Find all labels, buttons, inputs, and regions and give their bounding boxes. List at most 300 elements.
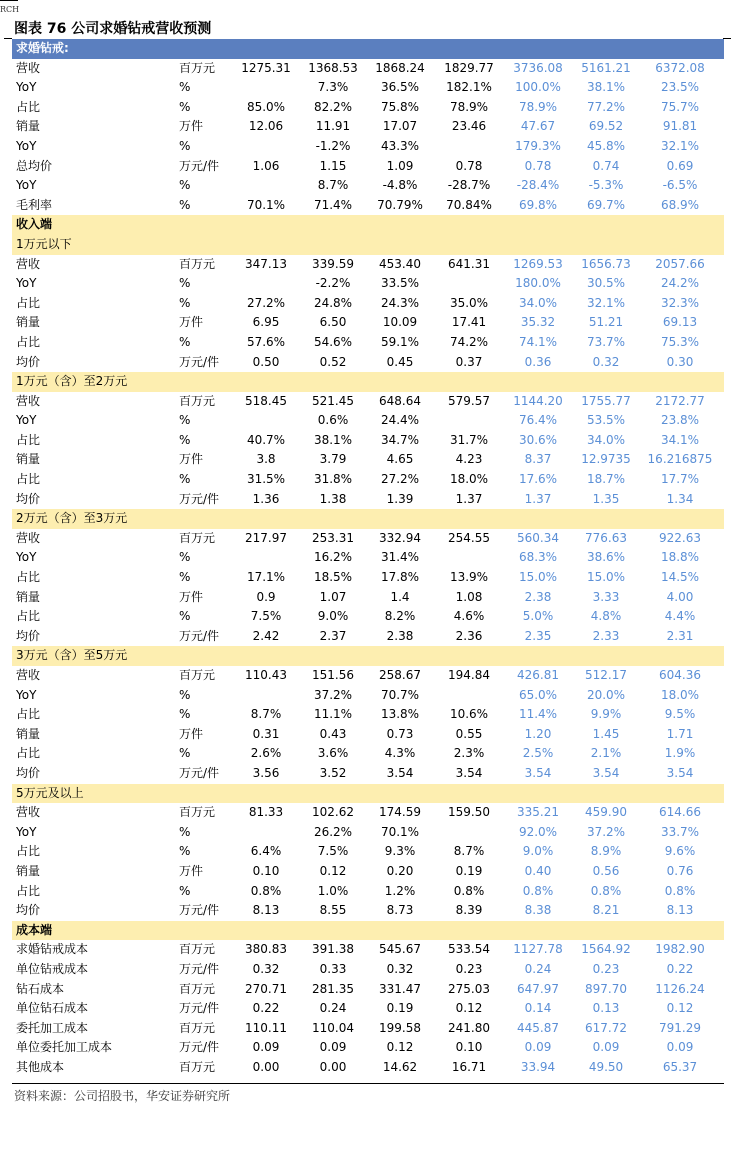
actual-cell: 2.6% (250, 746, 282, 761)
actual-cell: 0.37 (455, 354, 483, 369)
actual-cell: 1.08 (455, 589, 483, 604)
actual-cell: 391.38 (312, 942, 354, 957)
actual-cell: 8.13 (252, 903, 280, 918)
row-label: 单位委托加工成本 (16, 1040, 113, 1055)
actual-cell: 38.1% (313, 432, 353, 447)
actual-cell: 57.6% (246, 334, 286, 349)
forecast-cell: 0.30 (666, 354, 694, 369)
forecast-cell: 2.31 (666, 628, 694, 643)
table-row (12, 431, 724, 451)
row-label: 占比 (16, 334, 41, 349)
table-row (12, 607, 724, 627)
table-row (12, 333, 724, 353)
row-unit: 百万元 (179, 256, 216, 271)
forecast-cell: 2.38 (524, 589, 552, 604)
actual-cell: 102.62 (312, 805, 354, 820)
section-row (12, 372, 724, 392)
actual-cell: 0.73 (386, 726, 414, 741)
row-label: 3万元（含）至5万元 (16, 648, 128, 663)
forecast-cell: 2057.66 (655, 256, 705, 271)
row-unit: 万元/件 (179, 158, 220, 173)
actual-cell: 33.5% (380, 276, 420, 291)
actual-cell: 11.1% (313, 707, 353, 722)
table-row (12, 255, 724, 275)
actual-cell: 71.4% (313, 197, 353, 212)
row-label: 均价 (16, 903, 41, 918)
forecast-cell: 8.13 (666, 903, 694, 918)
actual-cell (228, 686, 304, 706)
forecast-cell: 0.23 (592, 961, 620, 976)
row-label: YoY (16, 824, 37, 839)
table-row (12, 705, 724, 725)
actual-cell: -28.7% (447, 178, 491, 193)
table-row (12, 117, 724, 137)
forecast-cell: 3.54 (592, 765, 620, 780)
row-unit: % (179, 883, 191, 898)
actual-cell: 10.6% (449, 707, 489, 722)
actual-cell (228, 78, 304, 98)
actual-cell: 9.3% (384, 844, 416, 859)
row-unit: 万元/件 (179, 1040, 220, 1055)
forecast-cell: 23.5% (660, 80, 700, 95)
row-unit: 百万元 (179, 1020, 216, 1035)
actual-cell: 36.5% (380, 80, 420, 95)
forecast-cell: 24.2% (660, 276, 700, 291)
actual-cell: 70.79% (377, 197, 423, 212)
forecast-cell: 11.4% (518, 707, 558, 722)
row-label: 占比 (16, 99, 41, 114)
actual-cell: 6.50 (319, 315, 347, 330)
actual-cell (228, 137, 304, 157)
row-label: 营收 (16, 256, 41, 271)
forecast-cell: 5161.21 (581, 60, 631, 75)
actual-cell: 270.71 (245, 981, 287, 996)
actual-cell: 1.09 (386, 158, 414, 173)
row-unit: % (179, 80, 191, 95)
table-row (12, 960, 724, 980)
forecast-cell: 49.50 (588, 1059, 624, 1074)
actual-cell: 0.19 (386, 1001, 414, 1016)
actual-cell: 12.06 (248, 119, 284, 134)
actual-cell: 0.52 (319, 354, 347, 369)
row-unit: 百万元 (179, 981, 216, 996)
corner-mark (0, 0, 18, 4)
actual-cell: 2.3% (453, 746, 485, 761)
row-label: 销量 (16, 119, 41, 134)
actual-cell: 3.56 (252, 765, 280, 780)
forecast-cell: 5.0% (522, 609, 554, 624)
row-label: 营收 (16, 668, 41, 682)
actual-cell: 2.38 (386, 628, 414, 643)
actual-cell: 54.6% (313, 334, 353, 349)
forecast-cell: 1.9% (664, 746, 696, 761)
table-row (12, 313, 724, 333)
row-unit: % (179, 550, 191, 565)
row-unit: 万元/件 (179, 354, 220, 369)
row-label: YoY (16, 276, 37, 291)
row-label: 收入端 (16, 217, 53, 232)
forecast-cell: 34.0% (518, 295, 558, 310)
forecast-cell: 512.17 (585, 668, 627, 682)
row-label: YoY (16, 80, 37, 95)
actual-cell: 0.12 (319, 863, 347, 878)
actual-cell: 23.46 (451, 119, 487, 134)
actual-cell: 8.7% (250, 707, 282, 722)
table-row (12, 842, 724, 862)
actual-cell: 35.0% (449, 295, 489, 310)
row-label: 销量 (16, 452, 41, 467)
forecast-cell: 15.0% (586, 570, 626, 585)
actual-cell: 0.12 (386, 1040, 414, 1055)
row-unit: 万件 (179, 726, 204, 741)
row-label: YoY (16, 550, 37, 565)
table-row (12, 294, 724, 314)
actual-cell: 0.24 (319, 1001, 347, 1016)
actual-cell: 8.55 (319, 903, 347, 918)
forecast-cell: 0.78 (524, 158, 552, 173)
actual-cell: 24.3% (380, 295, 420, 310)
table-row (12, 744, 724, 764)
row-label: 委托加工成本 (16, 1020, 89, 1035)
actual-cell: 1.15 (319, 158, 347, 173)
forecast-cell: 9.0% (522, 844, 554, 859)
forecast-cell: 34.1% (660, 432, 700, 447)
actual-cell (228, 548, 304, 568)
forecast-cell: 0.8% (522, 883, 554, 898)
row-unit: 百万元 (179, 393, 216, 408)
forecast-cell: 0.74 (592, 158, 620, 173)
forecast-cell: 776.63 (585, 530, 627, 545)
actual-cell (431, 823, 507, 843)
actual-cell: 1.06 (252, 158, 280, 173)
table-row (12, 450, 724, 470)
title-rule-right (723, 38, 731, 39)
forecast-cell: 1.71 (666, 726, 694, 741)
forecast-cell: 32.1% (660, 138, 700, 153)
row-unit: % (179, 334, 191, 349)
forecast-cell: 35.32 (520, 315, 556, 330)
row-label: 营收 (16, 530, 41, 545)
actual-cell: 1368.53 (308, 60, 358, 75)
actual-cell: 18.5% (313, 570, 353, 585)
forecast-cell: 1564.92 (581, 942, 631, 957)
actual-cell (431, 274, 507, 294)
table-row (12, 490, 724, 510)
actual-cell: 258.67 (379, 668, 421, 682)
row-unit: 万件 (179, 452, 204, 467)
table-row (12, 803, 724, 823)
actual-cell: 6.4% (250, 844, 282, 859)
forecast-cell: 647.97 (517, 981, 559, 996)
actual-cell: 518.45 (245, 393, 287, 408)
forecast-cell: 69.8% (518, 197, 558, 212)
actual-cell: 8.2% (384, 609, 416, 624)
row-unit: % (179, 609, 191, 624)
table-row (12, 940, 724, 960)
table-row (12, 411, 724, 431)
forecast-cell: 922.63 (659, 530, 701, 545)
actual-cell: 347.13 (245, 256, 287, 271)
row-label: 营收 (16, 805, 41, 820)
table-bottom-rule (12, 1083, 724, 1084)
actual-cell: 3.54 (386, 765, 414, 780)
forecast-cell: 3.54 (524, 765, 552, 780)
row-label: 1万元以下 (16, 236, 72, 251)
forecast-cell: 1982.90 (655, 942, 705, 957)
actual-cell: 82.2% (313, 99, 353, 114)
forecast-cell: 8.21 (592, 903, 620, 918)
actual-cell: 254.55 (448, 530, 490, 545)
table-row (12, 196, 724, 216)
forecast-cell: 33.7% (660, 824, 700, 839)
table-row (12, 529, 724, 549)
section-row (12, 509, 724, 529)
table-row (12, 176, 724, 196)
actual-cell: 13.9% (449, 570, 489, 585)
actual-cell: 0.20 (386, 863, 414, 878)
actual-cell: 3.54 (455, 765, 483, 780)
title-rule-left (4, 38, 12, 39)
actual-cell (228, 176, 304, 196)
row-unit: 百万元 (179, 1059, 216, 1074)
row-unit: 万元/件 (179, 1001, 220, 1016)
forecast-cell: 1656.73 (581, 256, 631, 271)
table-row (12, 686, 724, 706)
forecast-cell: 0.36 (524, 354, 552, 369)
actual-cell: 24.8% (313, 295, 353, 310)
forecast-cell: 180.0% (515, 276, 561, 291)
forecast-cell: 18.7% (586, 472, 626, 487)
forecast-cell: 17.7% (660, 472, 700, 487)
forecast-cell: 0.09 (666, 1040, 694, 1055)
row-unit: 百万元 (179, 668, 216, 682)
actual-cell: 0.50 (252, 354, 280, 369)
forecast-cell: 0.09 (524, 1040, 552, 1055)
table-row (12, 353, 724, 373)
actual-cell: 275.03 (448, 981, 490, 996)
forecast-cell: 617.72 (585, 1020, 627, 1035)
row-label: 单位钻石成本 (16, 1001, 89, 1016)
row-label: 均价 (16, 628, 41, 643)
actual-cell: 17.41 (451, 315, 487, 330)
forecast-cell: 68.3% (518, 550, 558, 565)
actual-cell: 194.84 (448, 668, 490, 682)
row-unit: 万元/件 (179, 491, 220, 506)
forecast-cell: 459.90 (585, 805, 627, 820)
forecast-cell: 2172.77 (655, 393, 705, 408)
actual-cell: 16.71 (451, 1059, 487, 1074)
table-row (12, 137, 724, 157)
actual-cell: 0.23 (455, 961, 483, 976)
row-unit: 万件 (179, 315, 204, 330)
actual-cell: 0.45 (386, 354, 414, 369)
actual-cell: 37.2% (313, 687, 353, 702)
forecast-cell: 8.37 (524, 452, 552, 467)
actual-cell: 85.0% (246, 99, 286, 114)
table-row (12, 568, 724, 588)
actual-cell: 641.31 (448, 256, 490, 271)
forecast-cell: 100.0% (515, 80, 561, 95)
forecast-cell: 45.8% (586, 138, 626, 153)
actual-cell: 70.1% (380, 824, 420, 839)
actual-cell (228, 823, 304, 843)
forecast-cell: 1126.24 (655, 981, 705, 996)
actual-cell: 339.59 (312, 256, 354, 271)
row-unit: % (179, 178, 191, 193)
actual-cell: 70.84% (446, 197, 492, 212)
forecast-cell: 14.5% (660, 570, 700, 585)
actual-cell: 0.55 (455, 726, 483, 741)
row-label: 占比 (16, 295, 41, 310)
actual-cell: 0.43 (319, 726, 347, 741)
actual-cell: 1.37 (455, 491, 483, 506)
row-label: YoY (16, 687, 37, 702)
row-label: 毛利率 (16, 197, 53, 212)
forecast-cell: -28.4% (516, 178, 560, 193)
actual-cell: 1.07 (319, 589, 347, 604)
forecast-cell: 53.5% (586, 413, 626, 428)
actual-cell: 10.09 (382, 315, 418, 330)
forecast-cell: 0.14 (524, 1001, 552, 1016)
forecast-cell: 0.76 (666, 863, 694, 878)
actual-cell: 182.1% (446, 80, 492, 95)
row-unit: % (179, 276, 191, 291)
forecast-cell: 68.9% (660, 197, 700, 212)
actual-cell: 24.4% (380, 413, 420, 428)
actual-cell: 110.43 (245, 668, 287, 682)
forecast-cell: 0.09 (592, 1040, 620, 1055)
actual-cell: 13.8% (380, 707, 420, 722)
row-label: YoY (16, 413, 37, 428)
forecast-cell: 0.24 (524, 961, 552, 976)
forecast-cell: 1.37 (524, 491, 552, 506)
forecast-cell: 1127.78 (513, 942, 563, 957)
table-row (12, 764, 724, 784)
actual-cell: 0.09 (319, 1040, 347, 1055)
forecast-cell: 2.1% (590, 746, 622, 761)
forecast-cell: 1269.53 (513, 256, 563, 271)
actual-cell: 4.3% (384, 746, 416, 761)
actual-cell: 453.40 (379, 256, 421, 271)
forecast-cell: 1.35 (592, 491, 620, 506)
row-label: 其他成本 (16, 1059, 65, 1074)
actual-cell (431, 548, 507, 568)
actual-cell: 1.2% (384, 883, 416, 898)
row-unit: 百万元 (179, 60, 216, 75)
table-row (12, 392, 724, 412)
actual-cell: 380.83 (245, 942, 287, 957)
forecast-cell: 76.4% (518, 413, 558, 428)
forecast-cell: 77.2% (586, 99, 626, 114)
actual-cell: 17.1% (246, 570, 286, 585)
row-unit: 万元/件 (179, 961, 220, 976)
forecast-cell: 38.1% (586, 80, 626, 95)
actual-cell: 331.47 (379, 981, 421, 996)
actual-cell: 7.3% (317, 80, 349, 95)
section-row (12, 235, 724, 255)
actual-cell: 3.6% (317, 746, 349, 761)
actual-cell: 110.04 (312, 1020, 354, 1035)
row-unit: 万件 (179, 589, 204, 604)
forecast-cell: 8.9% (590, 844, 622, 859)
forecast-cell: 34.0% (586, 432, 626, 447)
row-label: 营收 (16, 60, 41, 75)
actual-cell: 0.32 (252, 961, 280, 976)
row-unit: % (179, 138, 191, 153)
actual-cell: 14.62 (382, 1059, 418, 1074)
forecast-cell: 791.29 (659, 1020, 701, 1035)
actual-cell: 9.0% (317, 609, 349, 624)
table-row (12, 1058, 724, 1078)
actual-cell: 8.39 (455, 903, 483, 918)
forecast-cell: 69.52 (588, 119, 624, 134)
row-label: 5万元及以上 (16, 785, 84, 800)
row-label: 销量 (16, 863, 41, 878)
row-label: 均价 (16, 354, 41, 369)
actual-cell: 2.36 (455, 628, 483, 643)
actual-cell: 0.6% (317, 413, 349, 428)
forecast-cell: 560.34 (517, 530, 559, 545)
actual-cell: 27.2% (246, 295, 286, 310)
actual-cell: 579.57 (448, 393, 490, 408)
table-row (12, 470, 724, 490)
actual-cell: 7.5% (317, 844, 349, 859)
actual-cell (431, 686, 507, 706)
row-unit: % (179, 99, 191, 114)
row-label: 占比 (16, 746, 41, 761)
actual-cell: 3.52 (319, 765, 347, 780)
actual-cell: 31.5% (246, 472, 286, 487)
actual-cell (431, 137, 507, 157)
row-unit: 万件 (179, 863, 204, 878)
forecast-cell: 1.34 (666, 491, 694, 506)
section-row (12, 921, 724, 941)
row-unit: % (179, 687, 191, 702)
row-unit: % (179, 746, 191, 761)
actual-cell: 545.67 (379, 942, 421, 957)
actual-cell (431, 411, 507, 431)
forecast-cell: 0.56 (592, 863, 620, 878)
table-row (12, 59, 724, 79)
section-row (12, 215, 724, 235)
actual-cell: 8.7% (453, 844, 485, 859)
actual-cell: -4.8% (382, 178, 418, 193)
row-label: 占比 (16, 609, 41, 624)
actual-cell: 533.54 (448, 942, 490, 957)
forecast-cell: 0.8% (590, 883, 622, 898)
forecast-cell: 33.94 (520, 1059, 556, 1074)
actual-cell: 1829.77 (444, 60, 494, 75)
forecast-cell: 17.6% (518, 472, 558, 487)
actual-cell: 43.3% (380, 138, 420, 153)
forecast-cell: 32.1% (586, 295, 626, 310)
table-row (12, 78, 724, 98)
row-label: 占比 (16, 570, 41, 585)
actual-cell: 0.33 (319, 961, 347, 976)
actual-cell: 78.9% (449, 99, 489, 114)
forecast-cell: 23.8% (660, 413, 700, 428)
section-row (12, 784, 724, 804)
actual-cell: 0.09 (252, 1040, 280, 1055)
forecast-cell: 37.2% (586, 824, 626, 839)
row-unit: % (179, 413, 191, 428)
forecast-cell: 3.33 (592, 589, 620, 604)
table-row (12, 588, 724, 608)
forecast-cell: 9.6% (664, 844, 696, 859)
actual-cell: 1.39 (386, 491, 414, 506)
actual-cell: 34.7% (380, 432, 420, 447)
actual-cell: 521.45 (312, 393, 354, 408)
